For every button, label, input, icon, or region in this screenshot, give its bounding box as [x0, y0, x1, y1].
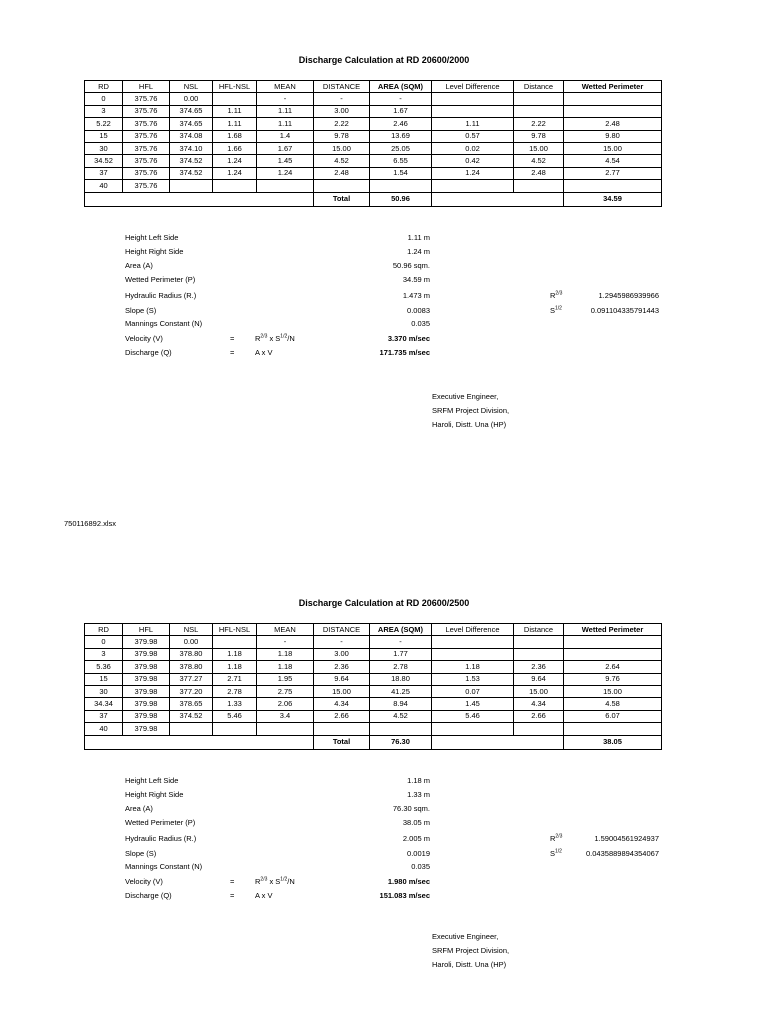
table-cell: 34.52	[85, 155, 123, 167]
table-cell	[564, 180, 662, 192]
height-right-value: 1.24 m	[407, 247, 430, 256]
table-cell	[564, 105, 662, 117]
table-cell: -	[314, 636, 370, 648]
table-cell	[314, 180, 370, 192]
table-cell: 2.36	[314, 661, 370, 673]
total-row	[85, 735, 662, 749]
table-cell: 15.00	[314, 142, 370, 154]
table-cell: 1.11	[257, 105, 314, 117]
table-cell: 2.22	[314, 118, 370, 130]
header-rd: RD	[85, 624, 123, 636]
header-distance-2: Distance	[514, 81, 564, 93]
table-cell: 41.25	[370, 685, 432, 697]
table-cell: 375.76	[123, 105, 170, 117]
table-cell	[170, 180, 213, 192]
equals-sign: =	[230, 891, 235, 900]
discharge-value: 151.083 m/sec	[379, 891, 430, 900]
table-cell: 6.07	[564, 710, 662, 722]
table-cell	[432, 723, 514, 735]
table-cell: 375.76	[123, 167, 170, 179]
table-cell	[257, 180, 314, 192]
table-cell: 1.11	[257, 118, 314, 130]
header-wetted-perimeter: Wetted Perimeter	[564, 81, 662, 93]
table-cell: 2.77	[564, 167, 662, 179]
table-cell	[432, 180, 514, 192]
header-wetted-perimeter: Wetted Perimeter	[564, 624, 662, 636]
table-cell	[514, 105, 564, 117]
table-cell: -	[257, 93, 314, 105]
table-cell: 15.00	[564, 685, 662, 697]
table-cell: 3	[85, 105, 123, 117]
table-cell: 3.00	[314, 105, 370, 117]
table-cell	[514, 636, 564, 648]
discharge-label: Discharge (Q)	[125, 348, 172, 357]
hydraulic-radius-value: 2.005 m	[402, 834, 430, 843]
header-distance: DISTANCE	[314, 81, 370, 93]
table-cell: 375.76	[123, 155, 170, 167]
table-cell: 4.52	[370, 710, 432, 722]
table-cell: 2.36	[514, 661, 564, 673]
slope-value: 0.0019	[407, 849, 430, 858]
height-right-label: Height Right Side	[125, 790, 184, 799]
table-cell: 4.52	[314, 155, 370, 167]
height-left-label: Height Left Side	[125, 233, 179, 242]
table-cell: 0.07	[432, 685, 514, 697]
table-cell: 5.46	[432, 710, 514, 722]
table-cell: -	[257, 636, 314, 648]
table-header-row	[85, 81, 662, 93]
height-left-value: 1.18 m	[407, 776, 430, 785]
table-cell	[213, 180, 257, 192]
table-cell: 379.98	[123, 661, 170, 673]
slope-label: Slope (S)	[125, 849, 157, 858]
table-cell	[257, 723, 314, 735]
table-row	[85, 167, 662, 179]
table-body	[85, 636, 662, 735]
area-label: Area (A)	[125, 804, 153, 813]
hydraulic-radius-label: Hydraulic Radius (R.)	[125, 834, 197, 843]
table-cell: 374.52	[170, 710, 213, 722]
wetted-perimeter-label: Wetted Perimeter (P)	[125, 275, 196, 284]
table-cell: 8.94	[370, 698, 432, 710]
total-label: Total	[314, 192, 370, 206]
signature-line: SRFM Project Division,	[432, 946, 510, 955]
table-cell: 2.48	[564, 118, 662, 130]
table-cell: 5.46	[213, 710, 257, 722]
table-cell	[564, 723, 662, 735]
total-wetted-perimeter: 38.05	[564, 735, 662, 749]
table-cell: 37	[85, 167, 123, 179]
table-cell	[432, 105, 514, 117]
table-cell: 1.66	[213, 142, 257, 154]
table-cell: 379.98	[123, 685, 170, 697]
table-cell: 13.69	[370, 130, 432, 142]
table-cell: 379.98	[123, 636, 170, 648]
table-cell: 374.65	[170, 105, 213, 117]
r-power-label: $R^{2/3}$	[550, 290, 563, 300]
velocity-formula: $R^{2/3}$ x $S^{1/2}/N$	[255, 333, 295, 343]
table-cell	[314, 723, 370, 735]
table-cell: 377.27	[170, 673, 213, 685]
table-cell: 15	[85, 673, 123, 685]
table-cell: 6.55	[370, 155, 432, 167]
header-distance-2: Distance	[514, 624, 564, 636]
table-cell: 9.80	[564, 130, 662, 142]
table-cell	[514, 723, 564, 735]
r-power-label: $R^{2/3}$	[550, 833, 563, 843]
velocity-value: 1.980 m/sec	[387, 877, 430, 886]
hydraulic-radius-value: 1.473 m	[402, 291, 430, 300]
mannings-label: Mannings Constant (N)	[125, 319, 203, 328]
table-cell	[564, 648, 662, 660]
table-cell	[564, 636, 662, 648]
table-cell: 3.4	[257, 710, 314, 722]
table-body	[85, 93, 662, 192]
table-cell: -	[314, 93, 370, 105]
table-cell: 15	[85, 130, 123, 142]
table-cell: 4.58	[564, 698, 662, 710]
table-cell: 1.18	[213, 648, 257, 660]
table-cell: 15.00	[564, 142, 662, 154]
r-power-value: 1.59004561924937	[594, 834, 659, 843]
table-cell: 1.18	[257, 661, 314, 673]
table-cell: 30	[85, 685, 123, 697]
table-cell: -	[370, 93, 432, 105]
table-cell: 40	[85, 180, 123, 192]
hydraulic-radius-label: Hydraulic Radius (R.)	[125, 291, 197, 300]
table-row	[85, 118, 662, 130]
table-row	[85, 105, 662, 117]
s-power-label: $S^{1/2}$	[550, 848, 562, 858]
table-cell: 34.34	[85, 698, 123, 710]
area-value: 76.30 sqm.	[392, 804, 430, 813]
table-row	[85, 648, 662, 660]
table-cell: 1.67	[257, 142, 314, 154]
table-cell: 3	[85, 648, 123, 660]
table-cell: 30	[85, 142, 123, 154]
mannings-label: Mannings Constant (N)	[125, 862, 203, 871]
header-mean: MEAN	[257, 81, 314, 93]
signature-line: SRFM Project Division,	[432, 406, 510, 415]
table-cell: 2.78	[213, 685, 257, 697]
table-cell: 2.64	[564, 661, 662, 673]
table-cell: 40	[85, 723, 123, 735]
table-cell: 2.22	[514, 118, 564, 130]
file-name: 750116892.xlsx	[64, 519, 116, 528]
table-cell: 5.36	[85, 661, 123, 673]
table-cell: 2.71	[213, 673, 257, 685]
signature-line: Executive Engineer,	[432, 932, 499, 941]
table-cell: 0.00	[170, 93, 213, 105]
total-label: Total	[314, 735, 370, 749]
s-power-value: 0.0435889894354067	[586, 849, 659, 858]
table-cell: 1.45	[257, 155, 314, 167]
table-row	[85, 710, 662, 722]
slope-label: Slope (S)	[125, 306, 157, 315]
header-hfl: HFL	[123, 624, 170, 636]
table-cell: 1.54	[370, 167, 432, 179]
table-cell: 374.65	[170, 118, 213, 130]
table-cell: 2.66	[314, 710, 370, 722]
table-cell: 0.00	[170, 636, 213, 648]
signature-block	[432, 390, 509, 432]
s-power-label: $S^{1/2}$	[550, 305, 562, 315]
table-cell: 4.34	[314, 698, 370, 710]
table-cell: 375.76	[123, 142, 170, 154]
table-cell: 25.05	[370, 142, 432, 154]
mannings-value: 0.035	[411, 862, 430, 871]
table-cell	[170, 723, 213, 735]
table-cell	[432, 93, 514, 105]
header-area: AREA (SQM)	[370, 81, 432, 93]
velocity-formula: $R^{2/3}$ x $S^{1/2}/N$	[255, 876, 295, 886]
table-cell: 2.78	[370, 661, 432, 673]
table-cell: 4.54	[564, 155, 662, 167]
height-right-label: Height Right Side	[125, 247, 184, 256]
table-cell: 9.76	[564, 673, 662, 685]
table-cell: 2.06	[257, 698, 314, 710]
header-rd: RD	[85, 81, 123, 93]
table-row	[85, 142, 662, 154]
table-cell: 4.52	[514, 155, 564, 167]
equals-sign: =	[230, 877, 235, 886]
table-cell: 1.95	[257, 673, 314, 685]
table-row	[85, 180, 662, 192]
wetted-perimeter-value: 34.59 m	[402, 275, 430, 284]
discharge-formula: A x V	[255, 348, 273, 357]
table-cell: 15.00	[514, 142, 564, 154]
table-cell: 2.46	[370, 118, 432, 130]
header-level-difference: Level Difference	[432, 81, 514, 93]
table-cell: 1.77	[370, 648, 432, 660]
table-row	[85, 130, 662, 142]
area-label: Area (A)	[125, 261, 153, 270]
total-row	[85, 192, 662, 206]
discharge-label: Discharge (Q)	[125, 891, 172, 900]
header-hfl: HFL	[123, 81, 170, 93]
table-cell: 1.24	[213, 155, 257, 167]
table-cell: 379.98	[123, 673, 170, 685]
table-row	[85, 155, 662, 167]
total-wetted-perimeter: 34.59	[564, 192, 662, 206]
table-cell: 1.18	[432, 661, 514, 673]
table-cell: 0	[85, 93, 123, 105]
section-title: Discharge Calculation at RD 20600/2500	[298, 598, 470, 608]
table-cell: 3.00	[314, 648, 370, 660]
header-level-difference: Level Difference	[432, 624, 514, 636]
section-title: Discharge Calculation at RD 20600/2000	[298, 55, 470, 65]
table-row	[85, 661, 662, 673]
table-cell	[213, 636, 257, 648]
table-cell: 0.42	[432, 155, 514, 167]
wetted-perimeter-label: Wetted Perimeter (P)	[125, 818, 196, 827]
header-area: AREA (SQM)	[370, 624, 432, 636]
table-cell	[514, 648, 564, 660]
table-cell: 378.80	[170, 661, 213, 673]
height-right-value: 1.33 m	[407, 790, 430, 799]
table-cell: 379.98	[123, 723, 170, 735]
table-cell	[514, 180, 564, 192]
wetted-perimeter-value: 38.05 m	[402, 818, 430, 827]
table-row	[85, 723, 662, 735]
table-cell	[564, 93, 662, 105]
table-cell: 1.67	[370, 105, 432, 117]
table-cell: 4.34	[514, 698, 564, 710]
header-nsl: NSL	[170, 81, 213, 93]
discharge-formula: A x V	[255, 891, 273, 900]
table-cell	[213, 93, 257, 105]
total-area: 76.30	[370, 735, 432, 749]
table-cell: 9.64	[514, 673, 564, 685]
header-hfl-nsl: HFL-NSL	[213, 624, 257, 636]
table-cell: 9.78	[314, 130, 370, 142]
table-cell: 15.00	[314, 685, 370, 697]
header-hfl-nsl: HFL-NSL	[213, 81, 257, 93]
signature-line: Executive Engineer,	[432, 392, 499, 401]
calculation-table	[84, 80, 662, 207]
table-cell: 1.24	[432, 167, 514, 179]
table-header-row	[85, 624, 662, 636]
table-cell: 378.80	[170, 648, 213, 660]
table-cell: 2.75	[257, 685, 314, 697]
calculation-table	[84, 623, 662, 750]
signature-line: Haroli, Distt. Una (HP)	[432, 420, 507, 429]
table-cell: 1.33	[213, 698, 257, 710]
table-cell: 0	[85, 636, 123, 648]
total-area: 50.96	[370, 192, 432, 206]
equals-sign: =	[230, 334, 235, 343]
table-row	[85, 636, 662, 648]
s-power-value: 0.091104335791443	[590, 306, 659, 315]
table-cell: 15.00	[514, 685, 564, 697]
table-cell: -	[370, 636, 432, 648]
table-row	[85, 673, 662, 685]
table-cell: 374.52	[170, 167, 213, 179]
table-cell	[370, 180, 432, 192]
table-cell: 375.76	[123, 118, 170, 130]
signature-block	[432, 930, 509, 972]
table-cell: 0.57	[432, 130, 514, 142]
table-cell	[370, 723, 432, 735]
table-cell: 1.18	[213, 661, 257, 673]
table-cell: 375.76	[123, 130, 170, 142]
table-cell: 18.80	[370, 673, 432, 685]
table-cell: 375.76	[123, 180, 170, 192]
table-cell: 1.53	[432, 673, 514, 685]
table-cell: 374.08	[170, 130, 213, 142]
table-cell	[213, 723, 257, 735]
equals-sign: =	[230, 348, 235, 357]
table-cell: 9.78	[514, 130, 564, 142]
table-cell: 2.48	[514, 167, 564, 179]
header-mean: MEAN	[257, 624, 314, 636]
table-cell: 1.24	[213, 167, 257, 179]
mannings-value: 0.035	[411, 319, 430, 328]
table-cell: 9.64	[314, 673, 370, 685]
table-cell: 1.4	[257, 130, 314, 142]
table-cell: 379.98	[123, 698, 170, 710]
table-cell: 374.10	[170, 142, 213, 154]
height-left-value: 1.11 m	[407, 233, 430, 242]
velocity-value: 3.370 m/sec	[387, 334, 430, 343]
header-distance: DISTANCE	[314, 624, 370, 636]
table-row	[85, 685, 662, 697]
table-cell: 37	[85, 710, 123, 722]
table-cell: 1.24	[257, 167, 314, 179]
table-row	[85, 93, 662, 105]
table-cell: 1.11	[432, 118, 514, 130]
table-cell: 0.02	[432, 142, 514, 154]
area-value: 50.96 sqm.	[392, 261, 430, 270]
table-cell: 5.22	[85, 118, 123, 130]
table-cell	[432, 636, 514, 648]
table-cell	[514, 93, 564, 105]
velocity-label: Velocity (V)	[125, 334, 163, 343]
height-left-label: Height Left Side	[125, 776, 179, 785]
table-cell: 377.20	[170, 685, 213, 697]
table-row	[85, 698, 662, 710]
table-cell: 379.98	[123, 648, 170, 660]
table-cell: 1.11	[213, 118, 257, 130]
table-cell: 1.45	[432, 698, 514, 710]
table-cell: 2.48	[314, 167, 370, 179]
table-cell: 2.66	[514, 710, 564, 722]
table-cell: 374.52	[170, 155, 213, 167]
table-cell	[432, 648, 514, 660]
velocity-label: Velocity (V)	[125, 877, 163, 886]
table-cell: 1.11	[213, 105, 257, 117]
table-cell: 379.98	[123, 710, 170, 722]
table-cell: 1.68	[213, 130, 257, 142]
header-nsl: NSL	[170, 624, 213, 636]
r-power-value: 1.2945986939966	[598, 291, 659, 300]
table-cell: 375.76	[123, 93, 170, 105]
table-cell: 1.18	[257, 648, 314, 660]
slope-value: 0.0083	[407, 306, 430, 315]
table-cell: 378.65	[170, 698, 213, 710]
signature-line: Haroli, Distt. Una (HP)	[432, 960, 507, 969]
discharge-value: 171.735 m/sec	[379, 348, 430, 357]
